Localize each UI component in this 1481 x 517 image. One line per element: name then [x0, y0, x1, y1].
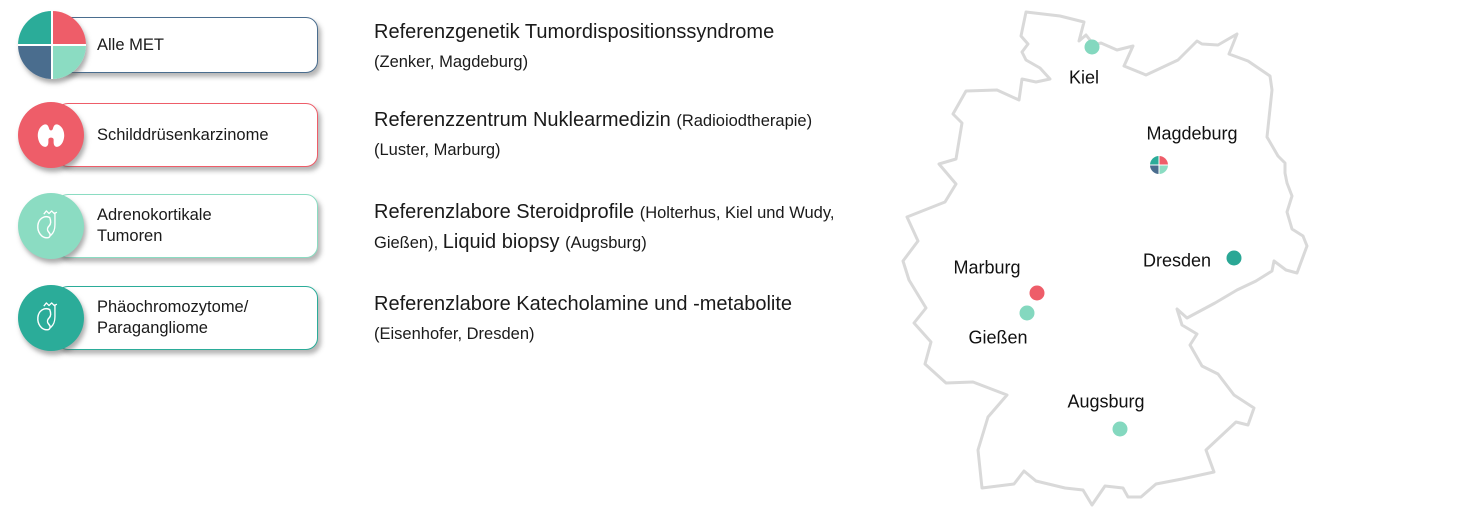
city-marker-giessen — [1020, 306, 1035, 321]
legend-label-line2: Tumoren — [97, 227, 163, 245]
city-marker-magdeburg-pie-icon — [1150, 156, 1168, 174]
reference-entry-steroidprofile — [374, 198, 884, 258]
city-marker-marburg — [1030, 286, 1045, 301]
legend-label: Alle MET — [97, 35, 164, 54]
legend-box — [56, 286, 318, 350]
legend-box — [56, 194, 318, 258]
city-marker-augsburg — [1113, 422, 1128, 437]
reference-entry-genetik — [374, 18, 884, 76]
entry-main-text: Referenzlabore Katecholamine und -metabolite — [374, 293, 793, 315]
reference-entry-katecholamine — [374, 290, 884, 348]
city-label-dresden: Dresden — [1142, 250, 1212, 271]
reference-entry-nuklearmedizin — [374, 106, 884, 164]
entry-main-text: Referenzzentrum Nuklearmedizin — [374, 109, 677, 131]
pie-icon — [18, 11, 86, 79]
legend-label: Schilddrüsenkarzinome — [97, 125, 269, 144]
city-label-marburg: Marburg — [953, 257, 1021, 278]
city-label-kiel: Kiel — [1068, 67, 1100, 88]
city-marker-kiel — [1085, 40, 1100, 55]
city-label-magdeburg: Magdeburg — [1146, 123, 1238, 144]
thyroid-glyph — [30, 114, 72, 156]
adrenal-icon — [18, 285, 84, 351]
adrenal-icon — [18, 193, 84, 259]
entry-sub-text: (Holterhus, Kiel und Wudy, Gießen), — [374, 204, 835, 252]
legend-label-line1: Adrenokortikale — [97, 206, 212, 224]
city-marker-dresden — [1227, 251, 1242, 266]
entry-main-text-2: Liquid biopsy — [442, 231, 566, 253]
thyroid-icon — [18, 102, 84, 168]
entry-detail-text: (Zenker, Magdeburg) — [374, 53, 529, 71]
entry-main-text: Referenzgenetik Tumordispositionssyndrome — [374, 21, 775, 43]
legend-label-line2: Paragangliome — [97, 319, 208, 337]
germany-map — [900, 0, 1310, 512]
entry-sub-text: (Radioiodtherapie) — [676, 112, 813, 130]
adrenal-glyph — [30, 205, 72, 247]
entry-sub-text-2: (Augsburg) — [565, 234, 647, 252]
entry-main-text: Referenzlabore Steroidprofile — [374, 201, 640, 223]
city-label-augsburg: Augsburg — [1067, 391, 1145, 412]
legend-box — [56, 17, 318, 73]
legend-box — [56, 103, 318, 167]
entry-detail-text: (Luster, Marburg) — [374, 141, 501, 159]
legend-label-line1: Phäochromozytome/ — [97, 298, 249, 316]
adrenal-glyph — [30, 297, 72, 339]
city-label-giessen: Gießen — [968, 327, 1028, 348]
entry-detail-text: (Eisenhofer, Dresden) — [374, 325, 535, 343]
